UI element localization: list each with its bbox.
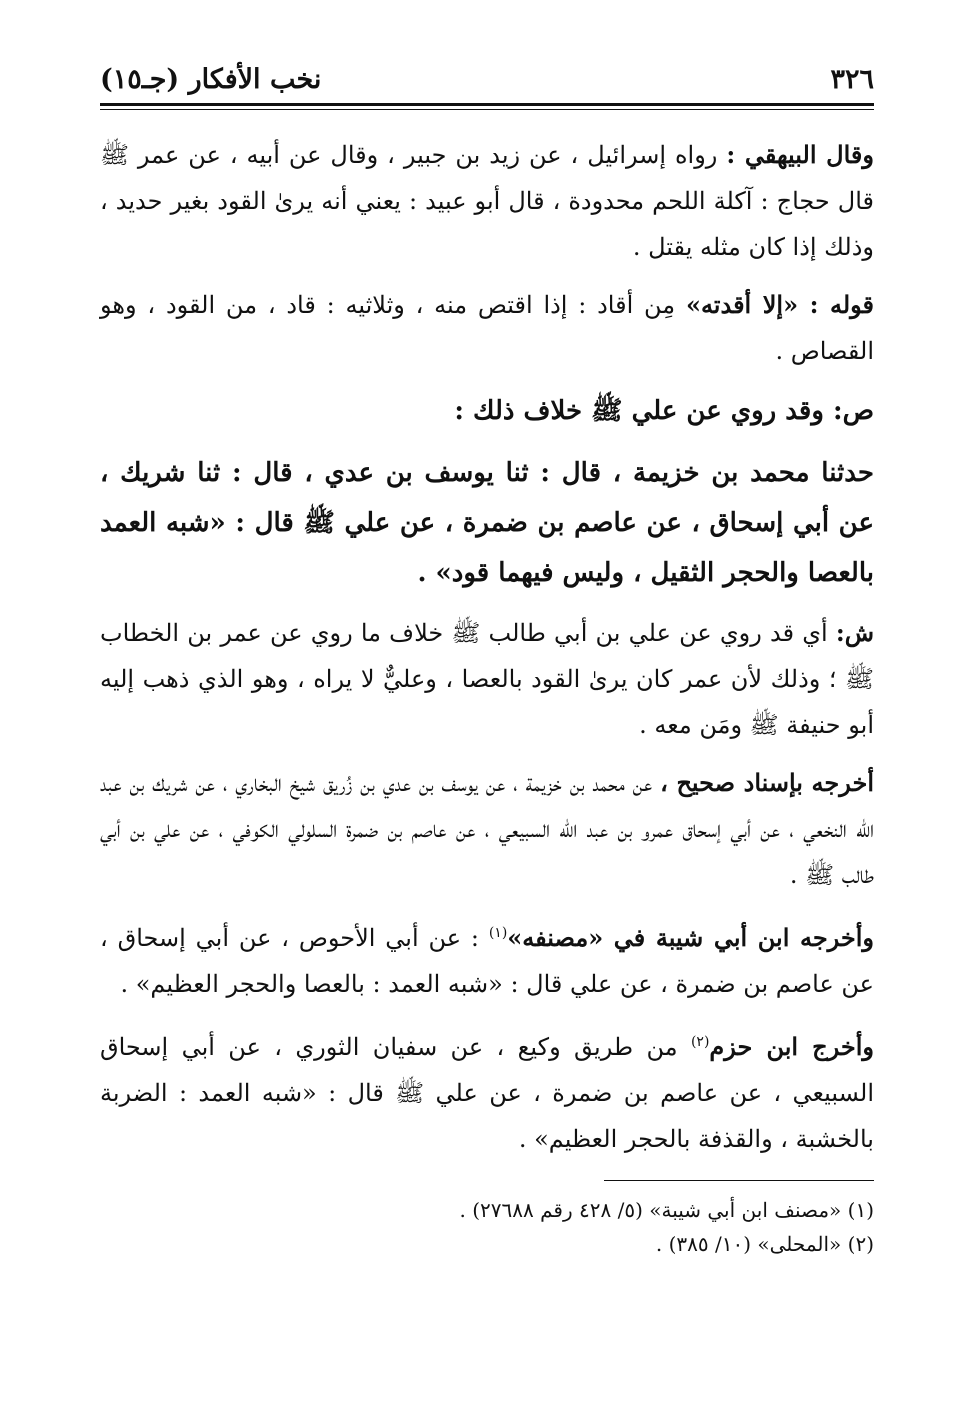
paragraph-qawluhu xyxy=(100,282,874,374)
paragraph-lead: وأخرجه ابن أبي شيبة في «مصنفه» xyxy=(507,923,874,952)
paragraph-ibn-abi-shayba xyxy=(100,910,874,1007)
paragraph-ibn-hazm xyxy=(100,1019,874,1162)
paragraph-shin xyxy=(100,610,874,748)
paragraph-text: رواه إسرائيل ، عن زيد بن جبير ، وقال عن أبيه ، عن عمر ﷺ قال حجاج : آكلة اللحم محدودة ، قال أبو عبيد : يعني أنه يرىٰ القود بغير حديد ، وذلك إذا كان مثله يقتل . xyxy=(100,141,874,261)
paragraph-lead: وقال البيهقي : xyxy=(726,140,874,169)
paragraph-lead: قوله : «إلا أقدته» xyxy=(685,290,874,319)
header-rule-thick xyxy=(100,103,874,106)
book-title: نخب الأفكار (جـ١٥) xyxy=(100,64,322,95)
page-header xyxy=(100,55,874,95)
page-body xyxy=(100,132,874,1162)
paragraph-lead: أخرجه بإسناد صحيح ، xyxy=(660,768,875,797)
paragraph-bayhaqi xyxy=(100,132,874,270)
paragraph-text: أي قد روي عن علي بن أبي طالب ﷺ خلاف ما روي عن عمر بن الخطاب ﷺ ؛ وذلك لأن عمر كان يرىٰ القود بالعصا ، وعليٌّ لا يراه ، وهو الذي ذهب إليه أبو حنيفة ﷺ ومَن معه . xyxy=(100,619,874,739)
footnote-separator xyxy=(604,1180,874,1181)
footnote-1: (١) «مصنف ابن أبي شيبة» (٥/ ٤٢٨ رقم ٢٧٦٨٨) . xyxy=(459,1198,874,1222)
paragraph-text: : عن أبي الأحوص ، عن أبي إسحاق ، عن عاصم بن ضمرة ، عن علي قال : «شبه العمد : بالعصا والحجر العظيم» . xyxy=(100,924,874,998)
page xyxy=(100,55,874,1261)
page-number: ٣٢٦ xyxy=(830,64,874,95)
paragraph-lead: وأخرج ابن حزم xyxy=(709,1032,875,1061)
header-rule-thin xyxy=(100,109,874,110)
paragraph-sad xyxy=(100,386,874,436)
footnote-ref[interactable]: (٢) xyxy=(690,1034,710,1050)
paragraph-lead: حدثنا محمد بن خزيمة ، قال : ثنا يوسف بن عدي ، قال : ثنا شريك ، عن أبي إسحاق ، عن عاصم بن ضمرة ، عن علي ﷺ قال : «شبه العمد بالعصا والحجر الثقيل ، وليس فيهما قود» . xyxy=(100,458,874,588)
footnote-ref[interactable]: (١) xyxy=(488,925,508,941)
paragraph-hadith xyxy=(100,448,874,598)
paragraph-lead: ص: وقد روي عن علي ﷺ خلاف ذلك : xyxy=(454,396,874,426)
paragraph-lead: ش: xyxy=(835,618,874,647)
paragraph-text: من طريق وكيع ، عن سفيان الثوري ، عن أبي إسحاق السبيعي ، عن عاصم بن ضمرة ، عن علي ﷺ قال : «شبه العمد : الضربة بالخشبة ، والقذفة بالحجر العظيم» . xyxy=(100,1033,874,1153)
paragraph-isnad xyxy=(100,760,874,898)
paragraph-text: مِن أقاد : إذا اقتص منه ، وثلاثيه : قاد ، من القود ، وهو القصاص . xyxy=(100,291,874,365)
footnote-2: (٢) «المحلى» (١٠/ ٣٨٥) . xyxy=(655,1232,874,1256)
paragraph-text: عن محمد بن خزيمة ، عن يوسف بن عدي بن زُريق شيخ البخاري ، عن شريك بن عبد الله النخعي ، عن أبي إسحاق عمرو بن عبد الله السبيعي ، عن عاصم بن ضمرة السلولي الكوفي ، عن علي بن أبي طالب ﷺ . xyxy=(100,769,874,889)
